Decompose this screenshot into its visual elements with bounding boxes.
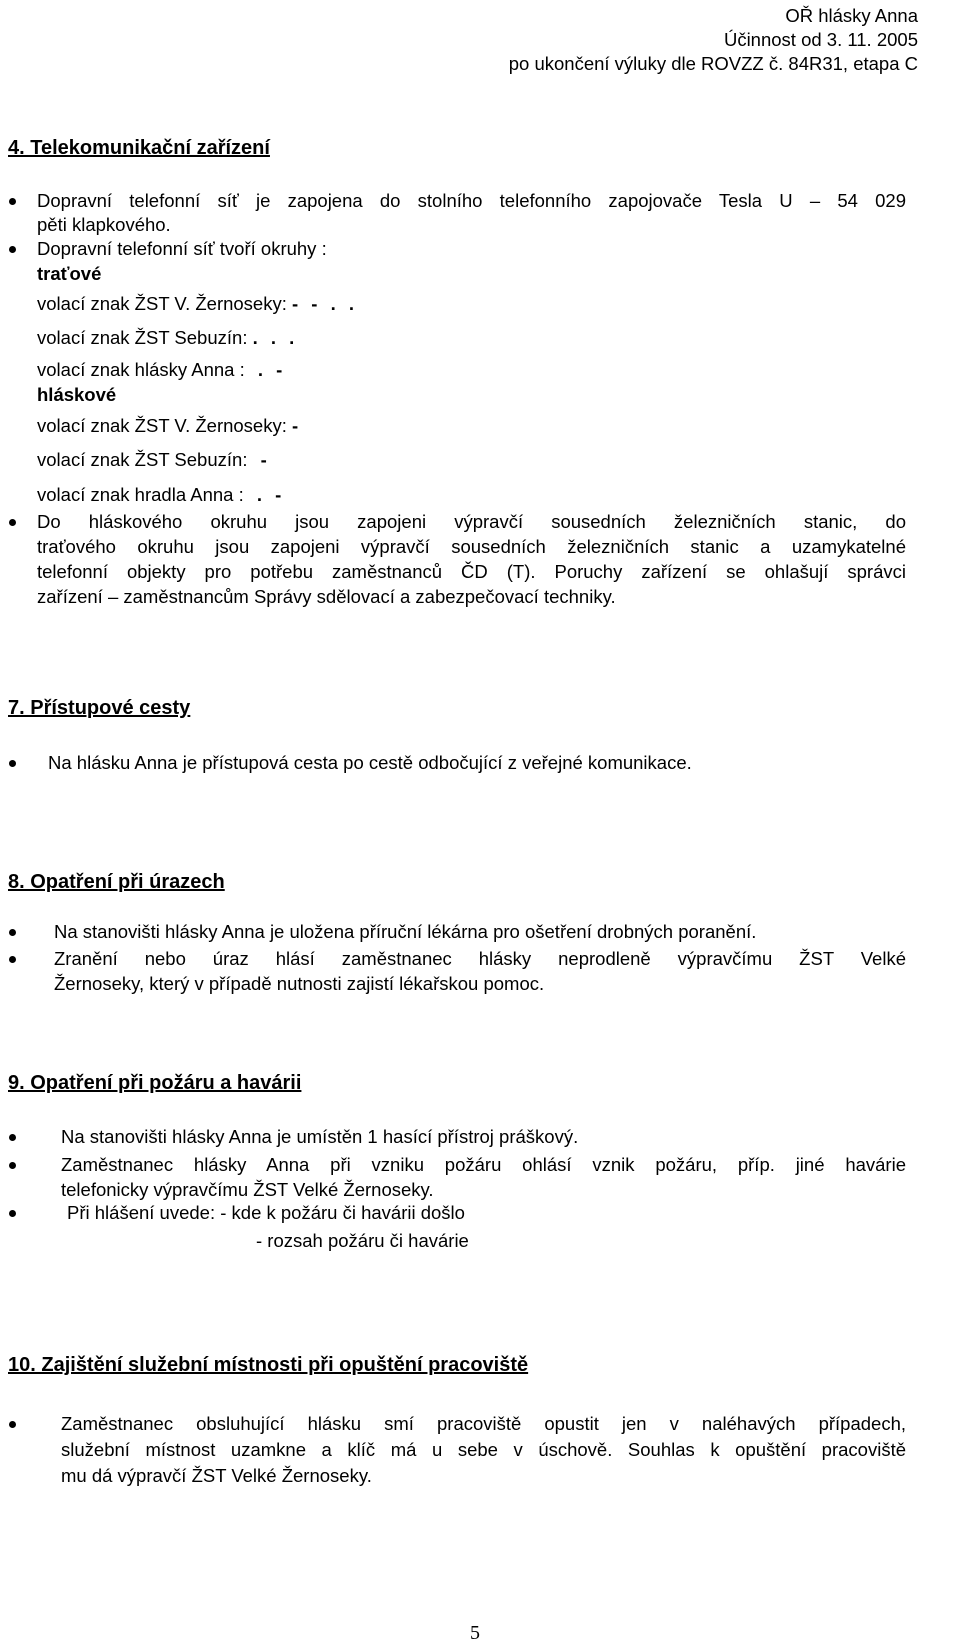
section-7-bullet-1: Na hlásku Anna je přístupová cesta po cestě odbočující z veřejné komunikace. bbox=[48, 752, 692, 773]
call-sign-label: volací znak hlásky Anna : bbox=[37, 359, 245, 380]
section-8-bullet-2-line-2: Žernoseky, který v případě nutnosti zajistí lékařskou pomoc. bbox=[54, 973, 545, 994]
section-10-bullet-1-line-3: mu dá výpravčí ŽST Velké Žernoseky. bbox=[61, 1465, 372, 1486]
call-sign-code: - bbox=[260, 449, 271, 470]
section-4-bullet-1-line-2: pěti klapkového. bbox=[37, 214, 171, 235]
hlask-call-sign-2 bbox=[37, 449, 271, 471]
section-7-title: 7. Přístupové cesty bbox=[8, 697, 191, 719]
section-4-bullet-1-line-1: Dopravní telefonní síť je zapojena do stolního telefonního zapojovače Tesla U – 54 029 bbox=[37, 190, 906, 211]
hlask-circuit-label: hláskové bbox=[37, 384, 117, 405]
call-sign-code: - bbox=[292, 415, 303, 436]
hlask-call-sign-3 bbox=[37, 484, 285, 506]
call-sign-code: . . . bbox=[252, 327, 299, 348]
call-sign-label: volací znak hradla Anna : bbox=[37, 484, 244, 505]
bullet-icon bbox=[9, 1162, 16, 1169]
trat-call-sign-3 bbox=[37, 359, 286, 381]
call-sign-label: volací znak ŽST Sebuzín: bbox=[37, 449, 248, 470]
section-8-bullet-1: Na stanovišti hlásky Anna je uložena příruční lékárna pro ošetření drobných poranění. bbox=[54, 921, 757, 942]
bullet-icon bbox=[9, 929, 16, 936]
bullet-icon bbox=[9, 956, 16, 963]
trat-circuit-label: traťové bbox=[37, 263, 102, 284]
section-4-bullet-3-line-2: traťového okruhu jsou zapojeni výpravčí sousedních železničních stanic a uzamykatelné bbox=[37, 536, 906, 557]
hlask-call-sign-1 bbox=[37, 415, 302, 437]
bullet-icon bbox=[9, 1421, 16, 1428]
bullet-icon bbox=[9, 198, 16, 205]
bullet-icon bbox=[9, 246, 16, 253]
section-8-bullet-2-line-1: Zranění nebo úraz hlásí zaměstnanec hlásky neprodleně výpravčímu ŽST Velké bbox=[54, 948, 906, 969]
header-validity-note: po ukončení výluky dle ROVZZ č. 84R31, etapa C bbox=[508, 53, 918, 74]
section-9-bullet-2-line-1: Zaměstnanec hlásky Anna při vzniku požáru ohlásí vznik požáru, příp. jiné havárie bbox=[61, 1154, 906, 1175]
section-10-title: 10. Zajištění služební místnosti při opuštění pracoviště bbox=[8, 1354, 529, 1376]
bullet-icon bbox=[9, 760, 16, 767]
bullet-icon bbox=[9, 519, 16, 526]
bullet-icon bbox=[9, 1134, 16, 1141]
section-9-bullet-3-line-1: Při hlášení uvede: - kde k požáru či havárii došlo bbox=[67, 1202, 465, 1223]
section-8-title: 8. Opatření při úrazech bbox=[8, 871, 225, 893]
section-4-bullet-3-line-4: zařízení – zaměstnancům Správy sdělovací a zabezpečovací techniky. bbox=[37, 586, 616, 607]
section-10-bullet-1-line-1: Zaměstnanec obsluhující hlásku smí pracoviště opustit jen v naléhavých případech, bbox=[61, 1413, 906, 1434]
call-sign-label: volací znak ŽST Sebuzín: bbox=[37, 327, 248, 348]
call-sign-label: volací znak ŽST V. Žernoseky: bbox=[37, 293, 287, 314]
header-document-title: OŘ hlásky Anna bbox=[785, 5, 918, 26]
header-effective-date: Účinnost od 3. 11. 2005 bbox=[723, 29, 918, 50]
call-sign-label: volací znak ŽST V. Žernoseky: bbox=[37, 415, 287, 436]
trat-call-sign-2 bbox=[37, 327, 298, 349]
call-sign-code: . - bbox=[256, 484, 286, 505]
call-sign-code: . - bbox=[257, 359, 287, 380]
section-4-bullet-3-line-3: telefonní objekty pro potřebu zaměstnanců ČD (T). Poruchy zařízení se ohlašují správci bbox=[37, 561, 906, 582]
section-9-bullet-2-line-2: telefonicky výpravčímu ŽST Velké Žernoseky. bbox=[61, 1179, 434, 1200]
section-9-bullet-1: Na stanovišti hlásky Anna je umístěn 1 hasící přístroj práškový. bbox=[61, 1126, 579, 1147]
trat-call-sign-1 bbox=[37, 293, 358, 315]
bullet-icon bbox=[9, 1210, 16, 1217]
page-number: 5 bbox=[470, 1622, 480, 1644]
section-4-bullet-2-line-1: Dopravní telefonní síť tvoří okruhy : bbox=[37, 238, 327, 259]
section-4-title: 4. Telekomunikační zařízení bbox=[8, 137, 270, 159]
section-9-title: 9. Opatření při požáru a havárii bbox=[8, 1072, 302, 1094]
section-4-bullet-3-line-1: Do hláskového okruhu jsou zapojeni výpravčí sousedních železničních stanic, do bbox=[37, 511, 906, 532]
call-sign-code: - - . . bbox=[292, 293, 359, 314]
section-10-bullet-1-line-2: služební místnost uzamkne a klíč má u sebe v úschově. Souhlas k opuštění pracoviště bbox=[61, 1439, 906, 1460]
section-9-bullet-3-line-2: - rozsah požáru či havárie bbox=[256, 1230, 469, 1251]
